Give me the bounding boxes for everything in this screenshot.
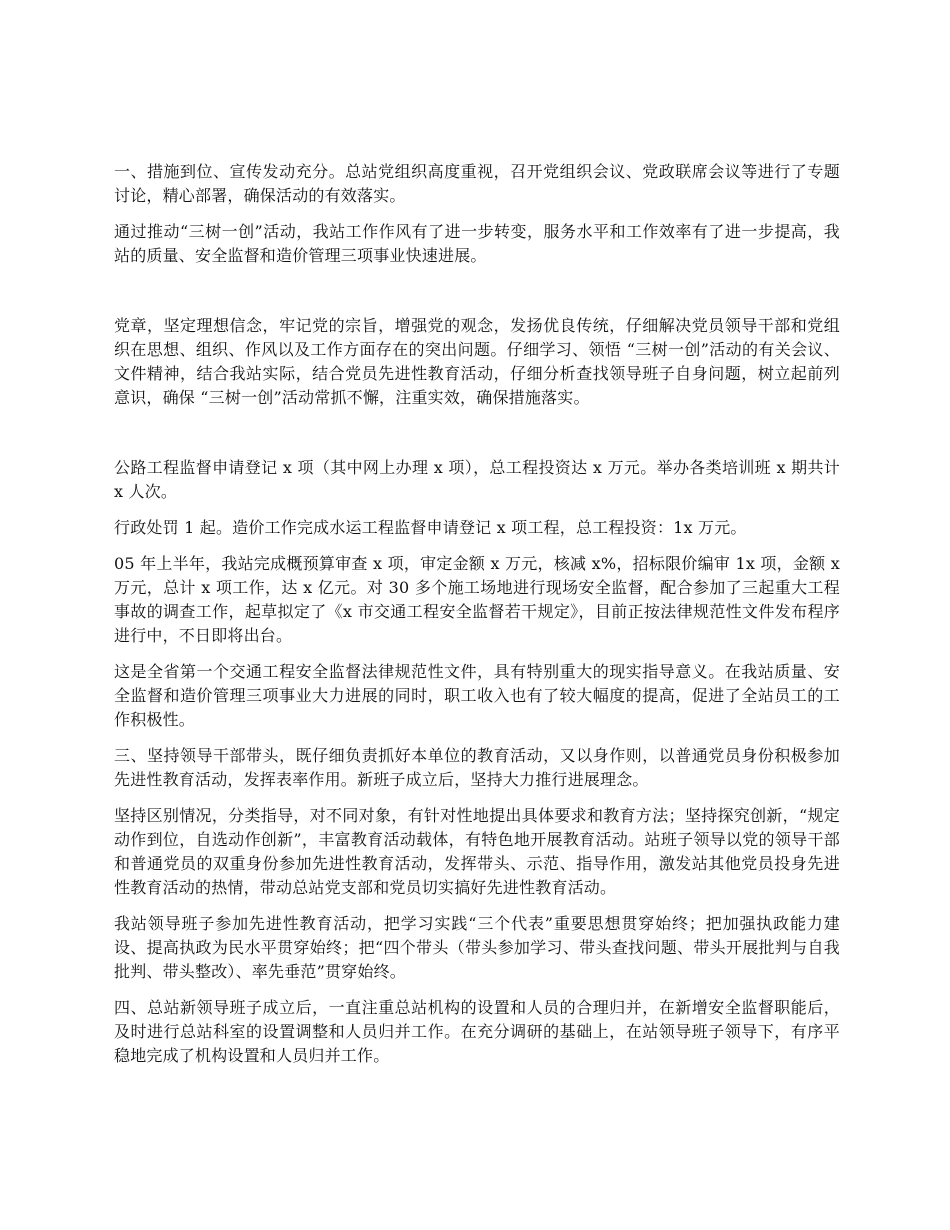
- paragraph-6: 05 年上半年，我站完成概预算审查 x 项，审定金额 x 万元，核减 x%，招标限价编审 1x 项，金额 x 万元，总计 x 项工作，达 x 亿元。对 30 多个施工场地进行现场安全监督，配合参加了三起重大工程事故的调查工作，起草拟定了《x 市交通工程安全监督若干规定》，目前正按法律规范性文件发布程序进行中，不日即将出台。: [114, 554, 840, 645]
- section-gap: [114, 280, 840, 314]
- paragraph-4: 公路工程监督申请登记 x 项（其中网上办理 x 项），总工程投资达 x 万元。举办各类培训班 x 期共计 x 人次。: [114, 458, 840, 501]
- paragraph-3: 党章，坚定理想信念，牢记党的宗旨，增强党的观念，发扬优良传统，仔细解决党员领导干部和党组织在思想、组织、作风以及工作方面存在的突出问题。仔细学习、领悟 “三树一创”活动的有关会议、文件精神，结合我站实际，结合党员先进性教育活动，仔细分析查找领导班子自身问题，树立起前列意识，确保 “三树一创”活动常抓不懈，注重实效，确保措施落实。: [114, 316, 840, 407]
- paragraph-8: 三、坚持领导干部带头，既仔细负责抓好本单位的教育活动，又以身作则，以普通党员身份积极参加先进性教育活动，发挥表率作用。新班子成立后，坚持大力推行进展理念。: [114, 746, 840, 789]
- paragraph-10: 我站领导班子参加先进性教育活动，把学习实践“三个代表”重要思想贯穿始终；把加强执政能力建设、提高执政为民水平贯穿始终；把“四个带头（带头参加学习、带头查找问题、带头开展批判与自我批判、带头整改）、率先垂范”贯穿始终。: [114, 914, 840, 981]
- paragraph-11: 四、总站新领导班子成立后，一直注重总站机构的设置和人员的合理归并，在新增安全监督职能后，及时进行总站科室的设置调整和人员归并工作。在充分调研的基础上，在站领导班子领导下，有序平稳地完成了机构设置和人员归并工作。: [114, 998, 840, 1065]
- paragraph-1: 一、措施到位、宣传发动充分。总站党组织高度重视，召开党组织会议、党政联席会议等进行了专题讨论，精心部署，确保活动的有效落实。: [114, 162, 840, 205]
- paragraph-2: 通过推动“三树一创”活动，我站工作作风有了进一步转变，服务水平和工作效率有了进一步提高，我站的质量、安全监督和造价管理三项事业快速进展。: [114, 222, 840, 265]
- paragraph-5: 行政处罚 1 起。造价工作完成水运工程监督申请登记 x 项工程，总工程投资：1x 万元。: [114, 518, 747, 537]
- section-gap: [114, 422, 840, 456]
- paragraph-7: 这是全省第一个交通工程安全监督法律规范性文件，具有特别重大的现实指导意义。在我站质量、安全监督和造价管理三项事业大力进展的同时，职工收入也有了较大幅度的提高，促进了全站员工的工作积极性。: [114, 662, 840, 729]
- paragraph-9: 坚持区别情况，分类指导，对不同对象，有针对性地提出具体要求和教育方法；坚持探究创新，“规定动作到位，自选动作创新”，丰富教育活动载体，有特色地开展教育活动。站班子领导以党的领导干部和普通党员的双重身份参加先进性教育活动，发挥带头、示范、指导作用，激发站其他党员投身先进性教育活动的热情，带动总站党支部和党员切实搞好先进性教育活动。: [114, 806, 840, 897]
- document-body: [114, 160, 840, 1080]
